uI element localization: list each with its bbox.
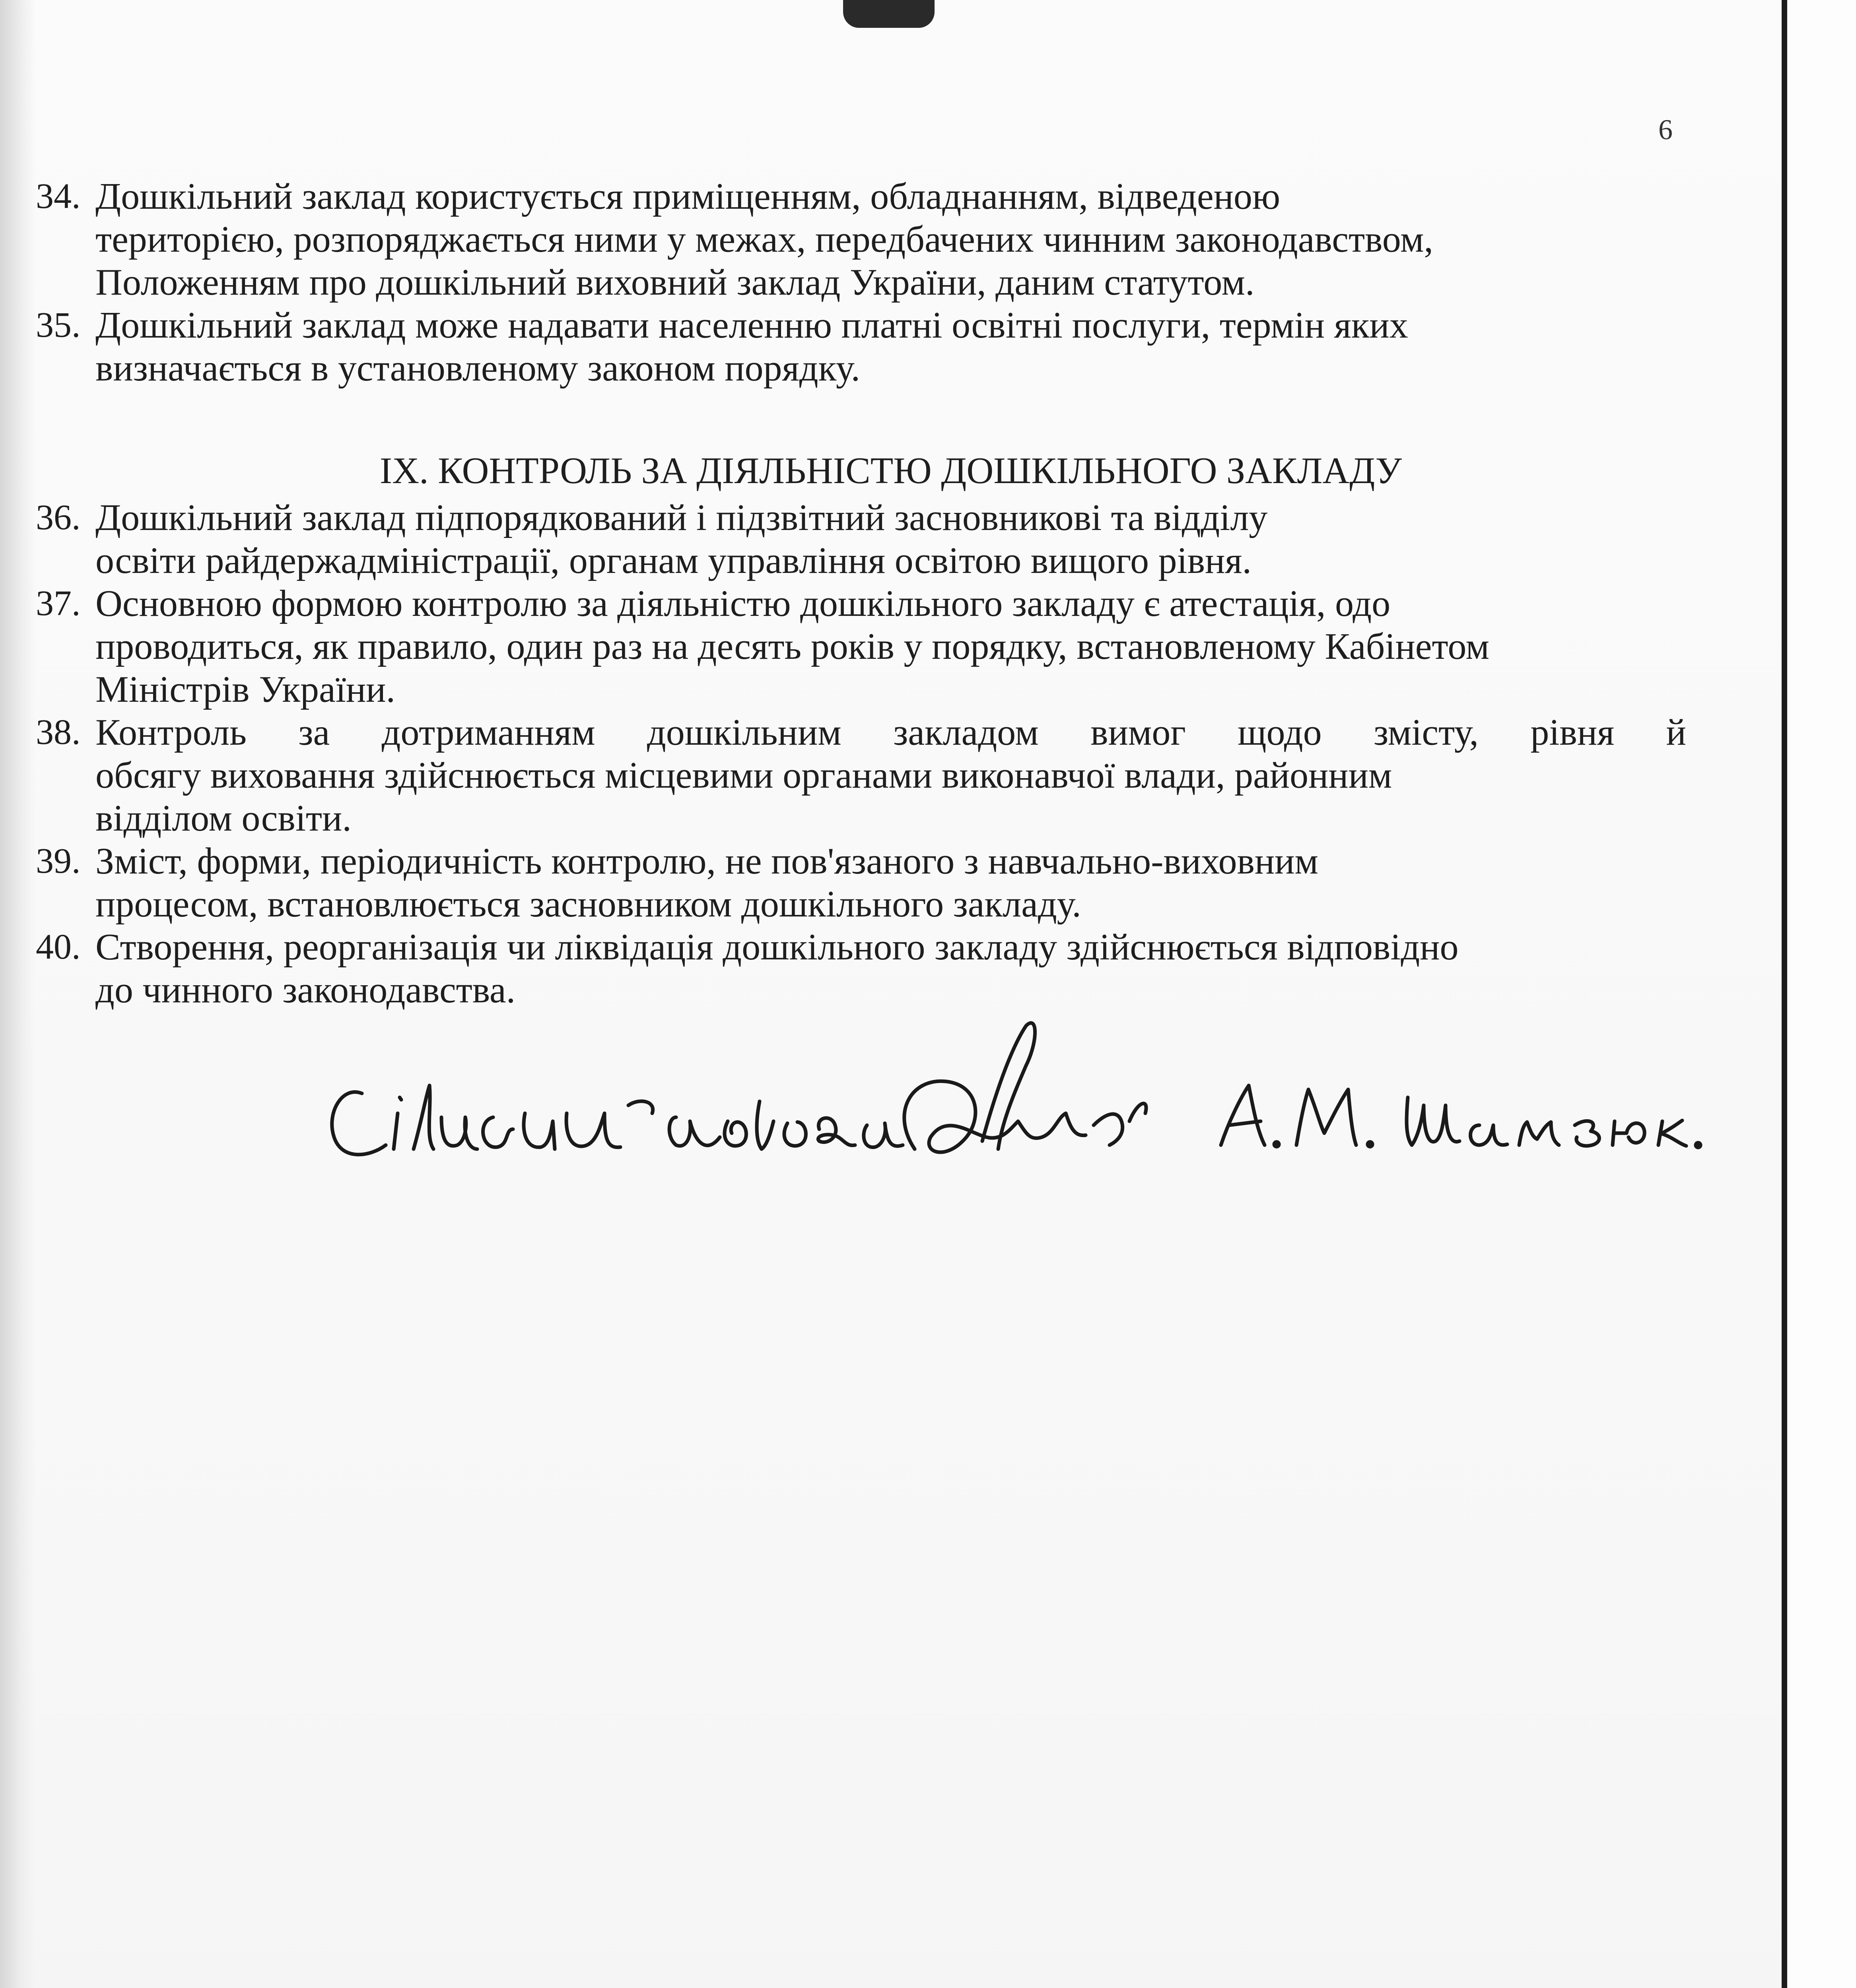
text-line: Дошкільний заклад підпорядкований і підзвітний засновникові та відділу bbox=[95, 497, 1268, 538]
item-text bbox=[95, 926, 1686, 1011]
item-number: 37. bbox=[36, 584, 81, 623]
item-number: 35. bbox=[36, 305, 81, 345]
item-number: 40. bbox=[36, 927, 81, 967]
text-line: Міністрів України. bbox=[95, 669, 395, 710]
top-binding-mark bbox=[843, 0, 935, 28]
left-page-shadow bbox=[0, 0, 36, 1988]
item-text bbox=[95, 496, 1686, 582]
right-margin-strip bbox=[1787, 0, 1856, 1988]
text-line: процесом, встановлюється засновником дошкільного закладу. bbox=[95, 883, 1081, 925]
text-line: Контроль за дотриманням дошкільним закладом вимог щодо змісту, рівня й bbox=[95, 712, 1686, 753]
handwritten-signature bbox=[326, 1018, 1742, 1217]
item-number: 36. bbox=[36, 498, 81, 537]
document-body bbox=[36, 175, 1686, 1011]
item-text bbox=[95, 304, 1686, 390]
text-line: до чинного законодавства. bbox=[95, 969, 516, 1011]
item-text bbox=[95, 840, 1686, 926]
page-number: 6 bbox=[1658, 114, 1673, 146]
text-line: відділом освіти. bbox=[95, 798, 352, 839]
list-item-34 bbox=[36, 175, 1686, 304]
item-number: 34. bbox=[36, 177, 81, 216]
item-text bbox=[95, 711, 1686, 840]
text-line: проводиться, як правило, один раз на десять років у порядку, встановленому Кабінетом bbox=[95, 626, 1490, 667]
text-line: визначається в установленому законом порядку. bbox=[95, 348, 861, 389]
text-line: Дошкільний заклад може надавати населенню платні освітні послуги, термін яких bbox=[95, 305, 1408, 346]
list-item-38 bbox=[36, 711, 1686, 840]
text-line: Створення, реорганізація чи ліквідація дошкільного закладу здійснюється відповідно bbox=[95, 926, 1459, 968]
list-item-35 bbox=[36, 304, 1686, 390]
text-line: Основною формою контролю за діяльністю дошкільного закладу є атестація, одо bbox=[95, 583, 1391, 624]
text-line: обсягу виховання здійснюється місцевими органами виконавчої влади, районним bbox=[95, 755, 1392, 796]
text-line: освіти райдержадміністрації, органам управління освітою вищого рівня. bbox=[95, 540, 1252, 581]
item-text bbox=[95, 175, 1686, 304]
list-item-40 bbox=[36, 926, 1686, 1011]
text-line: територією, розпоряджається ними у межах, передбачених чинним законодавством, bbox=[95, 219, 1433, 260]
list-item-36 bbox=[36, 496, 1686, 582]
list-item-39 bbox=[36, 840, 1686, 926]
right-page-edge bbox=[1782, 0, 1787, 1988]
text-line: Дошкільний заклад користується приміщенням, обладнанням, відведеною bbox=[95, 176, 1281, 217]
text-line: Положенням про дошкільний виховний заклад України, даним статутом. bbox=[95, 262, 1255, 303]
item-text bbox=[95, 582, 1686, 711]
section-heading: ІХ. КОНТРОЛЬ ЗА ДІЯЛЬНІСТЮ ДОШКІЛЬНОГО ЗАКЛАДУ bbox=[379, 450, 1402, 491]
item-number: 38. bbox=[36, 712, 81, 752]
list-item-37 bbox=[36, 582, 1686, 711]
item-number: 39. bbox=[36, 841, 81, 881]
text-line: Зміст, форми, періодичність контролю, не пов'язаного з навчально-виховним bbox=[95, 841, 1318, 882]
